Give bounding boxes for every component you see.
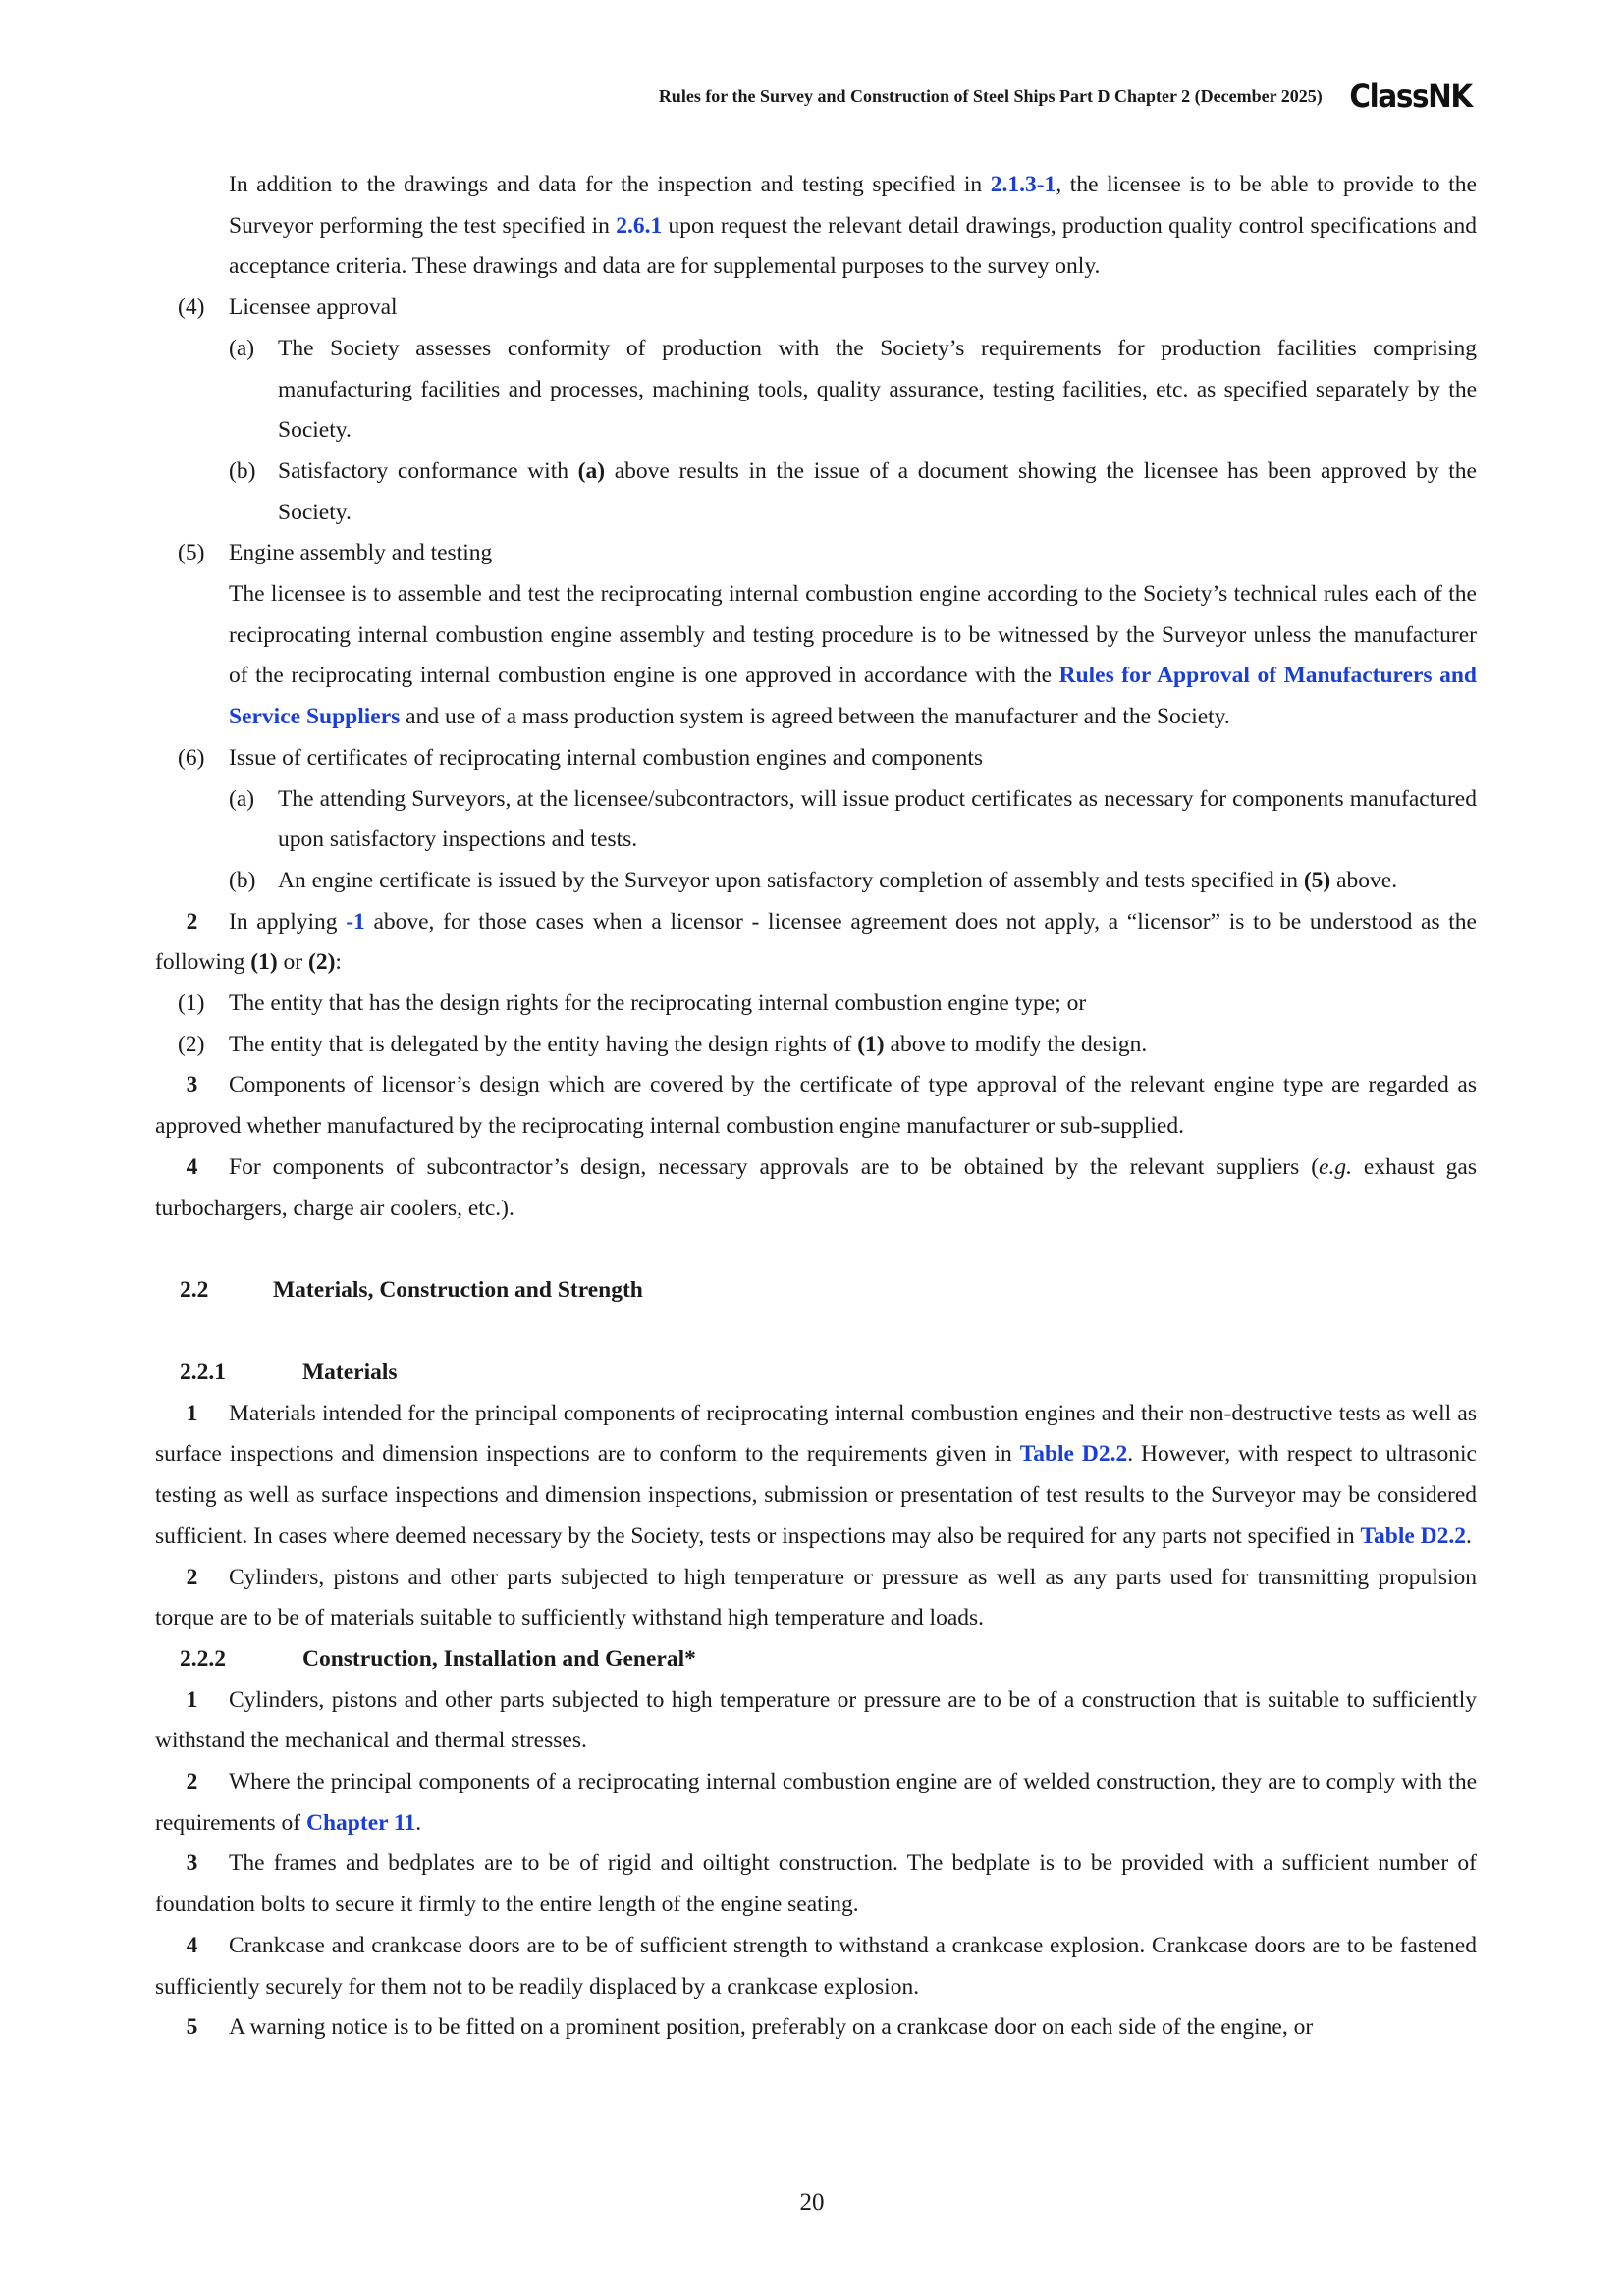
section-2-2-2-title: Construction, Installation and General* [302,1645,696,1672]
link-table-d2-2[interactable]: Table D2.2 [1019,1441,1128,1468]
link-2-1-3-1[interactable]: 2.1.3-1 [990,172,1056,197]
paragraph-3 [155,1065,1477,1147]
item-4-b-ref: (a) [577,457,606,484]
item-4-b-text-1: Satisfactory conformance with [278,457,578,484]
section-2-2-heading [155,1270,1477,1311]
section-2-2-1-paragraph-1 [155,1394,1477,1558]
item-6-b-ref: (5) [1303,867,1331,893]
section-2-2-2-paragraph-1 [155,1681,1477,1762]
paragraph-4-text-2: exhaust gas turbochargers, charge air coolers, etc.). [155,1153,1477,1221]
item-6-number: (6) [178,744,205,771]
section-2-2-2-p2-text-2: . [415,1809,422,1836]
item-6-title: Issue of certificates of reciprocating internal combustion engines and components [229,744,984,771]
item-5-heading [155,533,1477,574]
section-2-2-2-heading [155,1639,1477,1681]
item-6-b [155,861,1477,902]
paragraph-2-item-2 [155,1025,1477,1066]
section-2-2-2-p4-text: Crankcase and crankcase doors are to be of sufficient strength to withstand a crankcase explosion. Crankcase doors are to be fastened sufficiently securely for them not to be readily displaced by a crankcase explosion. [155,1932,1477,2000]
link-chapter-11[interactable]: Chapter 11 [306,1809,416,1836]
section-2-2-2-paragraph-2 [155,1762,1477,1843]
page-number: 20 [799,2189,825,2216]
section-2-2-2-p1-text: Cylinders, pistons and other parts subjected to high temperature or pressure are to be of a construction that is suitable to sufficiently withstand the mechanical and thermal stresses. [155,1686,1477,1754]
item-4-b-text-2: above results in the issue of a document showing the licensee has been approved by the Society. [278,457,1477,525]
paragraph-2-text-4: : [335,949,342,976]
section-2-2-1-p1-text-1: Materials intended for the principal components of reciprocating internal combustion engines and their non-destructive tests as well as surface inspections and dimension inspections are to conform to the requirements given in [155,1400,1477,1468]
paragraph-2-item-2-text-1: The entity that is delegated by the entity having the design rights of [229,1031,858,1057]
intro-paragraph [155,165,1477,288]
paragraph-2-item-2-ref: (1) [857,1031,885,1057]
section-2-2-1-heading [155,1353,1477,1394]
paragraph-3-text: Components of licensor’s design which are covered by the certificate of type approval of the relevant engine type are regarded as approved whether manufactured by the reciprocating internal combustion engine manufacturer or sub-supplied. [155,1072,1477,1140]
section-2-2-2-p3-number: 3 [186,1850,198,1877]
paragraph-2-item-2-number: (2) [178,1031,205,1057]
section-2-2-1-p2-text: Cylinders, pistons and other parts subjected to high temperature or pressure as well as any parts used for transmitting propulsion torque are to be of materials suitable to sufficiently withstand high temperature and loads. [155,1564,1477,1631]
intro-text-3: upon request the relevant detail drawings, production quality control specifications and acceptance criteria. These drawings and data are for supplemental purposes to the survey only. [229,212,1477,280]
item-6-a-text: The attending Surveyors, at the licensee/subcontractors, will issue product certificates as necessary for components manufactured upon satisfactory inspections and tests. [278,785,1477,853]
section-2-2-1-p1-number: 1 [186,1400,198,1426]
item-5-number: (5) [178,540,205,566]
document-body [155,165,1477,2049]
paragraph-4-eg: e.g. [1319,1153,1352,1180]
section-2-2-2-p2-text-1: Where the principal components of a reciprocating internal combustion engine are of welded construction, they are to comply with the requirements of [155,1769,1477,1836]
paragraph-4-text-1: For components of subcontractor’s design, necessary approvals are to be obtained by the relevant suppliers ( [229,1153,1320,1180]
link-2-6-1[interactable]: 2.6.1 [616,212,663,239]
link-table-d2-2-second[interactable]: Table D2.2 [1360,1522,1467,1549]
paragraph-2-item-1 [155,984,1477,1025]
item-4-title: Licensee approval [229,294,398,321]
section-2-2-1-paragraph-2 [155,1558,1477,1639]
section-2-2-title: Materials, Construction and Strength [273,1277,643,1304]
item-4-a [155,329,1477,452]
section-2-2-number: 2.2 [180,1277,209,1304]
section-2-2-1-number: 2.2.1 [180,1359,226,1385]
section-2-2-2-p5-text: A warning notice is to be fitted on a prominent position, preferably on a crankcase door on each side of the engine, or [229,2014,1314,2041]
paragraph-4-number: 4 [186,1153,198,1180]
paragraph-2 [155,902,1477,984]
item-4-a-text: The Society assesses conformity of production with the Society’s requirements for production facilities comprising manufacturing facilities and processes, machining tools, quality assurance, testing facilities, etc. as specified separately by the Society. [278,335,1477,444]
intro-text-2: , the licensee is to be able to provide to the Surveyor performing the test specified in [229,172,1477,239]
item-5-text-1: The licensee is to assemble and test the reciprocating internal combustion engine according to the Society’s technical rules each of the reciprocating internal combustion engine assembly and testing procedure is to be witnessed by the Surveyor unless the manufacturer of the reciprocating internal combustion engine is one approved in accordance with the [229,581,1477,689]
section-2-2-2-paragraph-5 [155,2007,1477,2049]
paragraph-2-item-1-text: The entity that has the design rights for the reciprocating internal combustion engine type; or [229,990,1087,1017]
paragraph-2-ref-2: (2) [308,949,336,976]
item-4-b [155,452,1477,533]
header-title: Rules for the Survey and Construction of Steel Ships Part D Chapter 2 (December 2025) [658,85,1323,106]
page-header [0,77,1477,116]
paragraph-2-text-3: or [277,949,308,976]
section-2-2-2-paragraph-3 [155,1843,1477,1925]
paragraph-3-number: 3 [186,1072,198,1098]
item-5-text-2: and use of a mass production system is agreed between the manufacturer and the Society. [400,704,1230,730]
item-6-b-text-1: An engine certificate is issued by the Surveyor upon satisfactory completion of assembly and tests specified in [278,867,1304,893]
section-2-2-2-number: 2.2.2 [180,1645,226,1672]
item-6-heading [155,738,1477,779]
paragraph-4 [155,1148,1477,1229]
paragraph-2-text-2: above, for those cases when a licensor - licensee agreement does not apply, a “licensor” is to be understood as the following [155,908,1477,976]
item-6-b-number: (b) [229,867,256,893]
item-4-a-number: (a) [229,335,255,361]
section-2-2-2-paragraph-4 [155,1926,1477,2007]
paragraph-2-number: 2 [186,908,198,934]
link-minus-1[interactable]: -1 [346,908,365,934]
item-6-a [155,779,1477,861]
section-2-2-1-p1-text-2: . However, with respect to ultrasonic testing as well as surface inspections and dimension inspections, submission or presentation of test results to the Surveyor may be considered sufficient. In cases where deemed necessary by the Society, tests or inspections may also be required for any parts not specified in [155,1441,1477,1549]
section-2-2-2-p1-number: 1 [186,1686,198,1713]
section-2-2-1-title: Materials [302,1359,398,1385]
section-2-2-2-p2-number: 2 [186,1769,198,1795]
section-2-2-2-p4-number: 4 [186,1932,198,1958]
section-2-2-1-p2-number: 2 [186,1564,198,1590]
section-2-2-2-p5-number: 5 [186,2014,198,2041]
item-5-title: Engine assembly and testing [229,540,493,566]
paragraph-2-text-1: In applying [229,908,347,934]
link-rules-for-approval[interactable]: Rules for Approval of Manufacturers and Service Suppliers [229,663,1477,730]
item-4-heading [155,288,1477,329]
item-5-body [155,574,1477,738]
item-6-b-text-2: above. [1330,867,1398,893]
paragraph-2-item-2-text-2: above to modify the design. [884,1031,1148,1057]
item-4-number: (4) [178,294,205,321]
paragraph-2-item-1-number: (1) [178,990,205,1017]
section-2-2-2-p3-text: The frames and bedplates are to be of rigid and oiltight construction. The bedplate is to be provided with a sufficient number of foundation bolts to secure it firmly to the entire length of the engine seating. [155,1850,1477,1918]
item-6-a-number: (a) [229,785,255,812]
paragraph-2-ref-1: (1) [250,949,278,976]
section-2-2-1-p1-text-3: . [1466,1522,1472,1549]
intro-text-1: In addition to the drawings and data for the inspection and testing specified in [229,172,991,197]
item-4-b-number: (b) [229,457,256,484]
classnk-logo: ClassNK [1349,78,1472,115]
